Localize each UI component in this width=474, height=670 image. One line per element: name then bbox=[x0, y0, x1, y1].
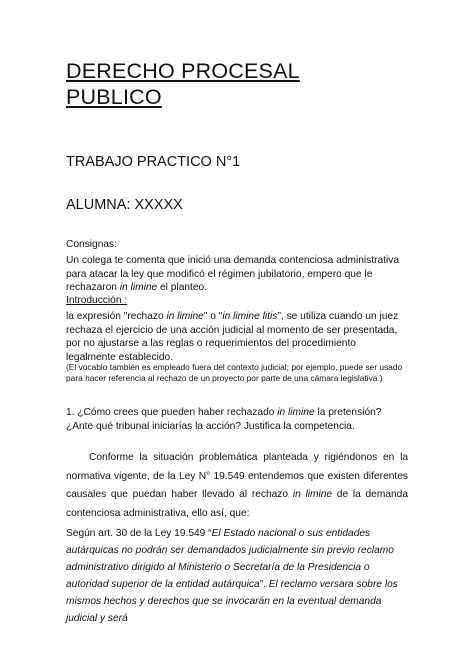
quote-mid: ”. bbox=[259, 579, 269, 590]
analysis-paragraph bbox=[66, 449, 408, 523]
intro-em2: in limine litis bbox=[222, 311, 278, 322]
introduccion-paragraph bbox=[66, 310, 408, 364]
question-t1: 1. ¿Cómo crees que pueden haber rechazado bbox=[66, 407, 278, 418]
question-em: in limine bbox=[277, 407, 315, 418]
quote-em2: El reclamo versara sobre los mismos hechos y derechos que se invocarán en la eventual demanda judicial y será bbox=[66, 579, 398, 624]
intro-em1: in limine bbox=[166, 311, 204, 322]
analysis-em: in limine bbox=[292, 489, 333, 500]
intro-t2: " o " bbox=[203, 311, 223, 322]
question-1 bbox=[66, 406, 408, 433]
title-line-2: PUBLICO bbox=[66, 85, 162, 109]
intro-t3: ", se utiliza cuando un juez rechaza el ejercicio de una acción judicial al momento de ser presentada, por no ajustarse a las reglas o requerimientos del procedimiento legalmente establecido. bbox=[66, 311, 399, 363]
quote-em1: El Estado nacional o sus entidades autárquicas no podrán ser demandados judicialmente sin previo reclamo administrativo dirigido al Ministerio o Secretaría de la Presidencia o autoridad superior de la entidad autárquica bbox=[66, 528, 394, 590]
consignas-text-a: Un colega te comenta que inició una demanda contenciosa administrativa para atacar la ley que modificó el régimen jubilatorio, empero que le rechazaron bbox=[66, 255, 399, 293]
question-t2: la pretensión? ¿Ante qué tribunal iniciarías la acción? Justifica la competencia. bbox=[66, 407, 382, 432]
title-line-1: DERECHO PROCESAL bbox=[66, 59, 300, 83]
assignment-heading: TRABAJO PRACTICO N°1 bbox=[66, 154, 241, 170]
intro-t1: la expresión "rechazo bbox=[66, 311, 167, 322]
analysis-t1: Conforme la situación problemática planteada y rigiéndonos en la normativa vigente, de la Ley N° 19.549 entendemos que existen diferentes causales que puedan haber llevado al rechazo bbox=[66, 452, 408, 500]
consignas-text-b: el planteo. bbox=[157, 282, 208, 293]
document-title bbox=[66, 58, 408, 110]
consignas-paragraph bbox=[66, 254, 408, 295]
quote-lead: Según art. 30 de la Ley 19.549 “ bbox=[66, 528, 212, 539]
analysis-t2: de la demanda contenciosa administrativa, ello así, que: bbox=[66, 489, 409, 519]
consignas-label: Consignas: bbox=[66, 239, 117, 250]
note-paragraph: (El vocablo también es empleado fuera del contexto judicial; por ejemplo, puede ser usado para hacer referencia al rechazo de un proyecto por parte de una cámara legislativa.) bbox=[66, 362, 403, 383]
student-name: ALUMNA: XXXXX bbox=[66, 197, 183, 213]
introduccion-label: Introducción : bbox=[66, 295, 128, 306]
law-quote-paragraph bbox=[66, 525, 408, 627]
consignas-text-em: in limine bbox=[119, 282, 158, 293]
